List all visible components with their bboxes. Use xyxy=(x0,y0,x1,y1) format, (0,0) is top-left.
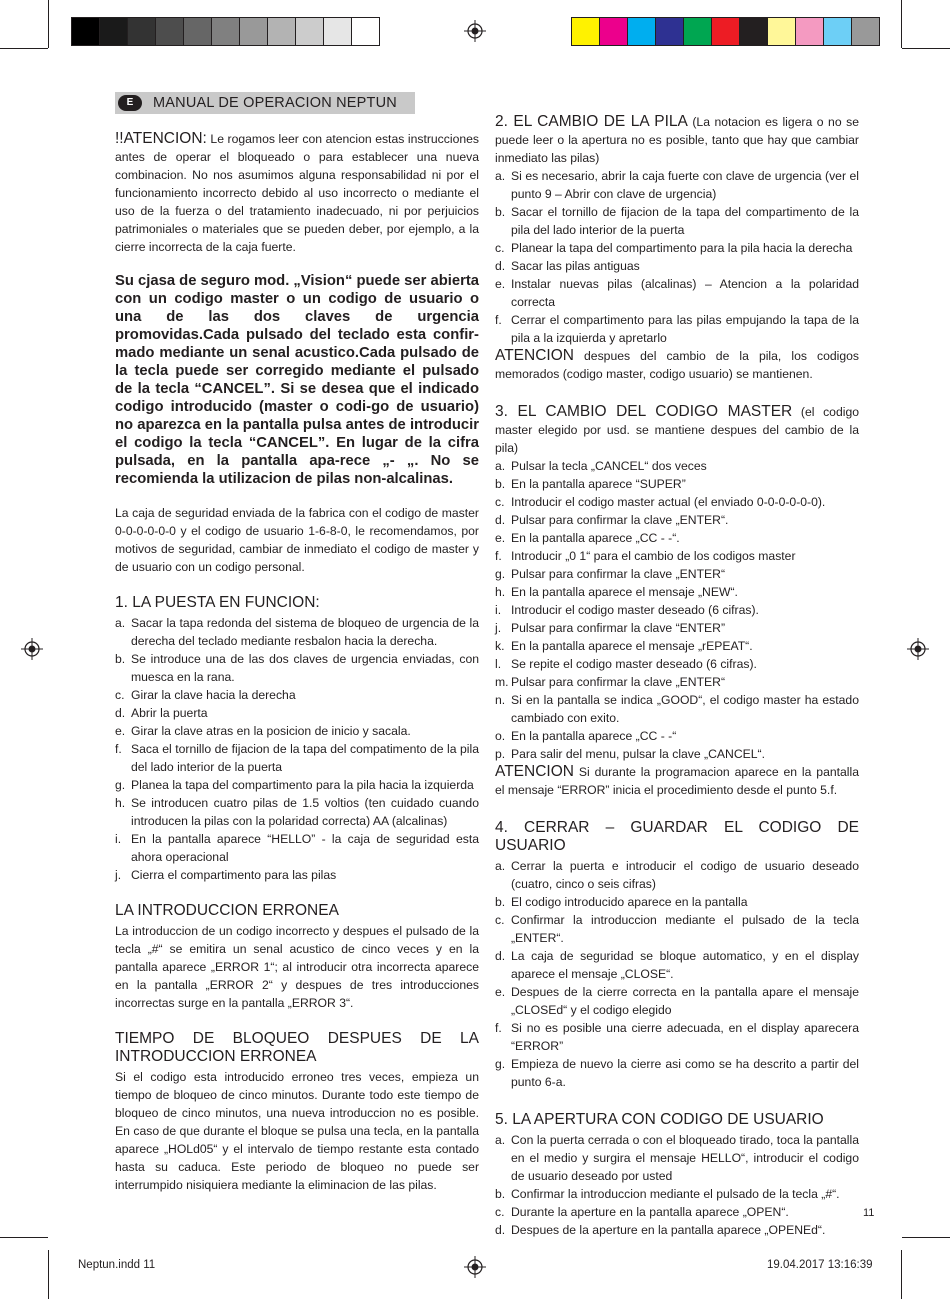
list-item-label: m. xyxy=(495,675,509,689)
color-swatch xyxy=(295,18,323,45)
section-3-title: 3. EL CAMBIO DEL CODIGO MASTER xyxy=(495,403,793,420)
list-item-label: n. xyxy=(495,693,506,707)
list-item-text: Si no es posible una cierre adecuada, en el display aparecera “ERROR” xyxy=(511,1021,859,1053)
factory-code-paragraph: La caja de seguridad enviada de la fabrica con el codigo de master 0-0-0-0-0-0 y el codigo de usuario 1-6-8-0, le recomendamos, por motivos de seguridad, cambiar de inmediato el codigo de master y de usuario con un codigo personal. xyxy=(115,506,479,574)
list-item-label: c. xyxy=(495,495,505,509)
list-item-text: Pulsar para confirmar la clave „ENTER“ xyxy=(511,567,726,581)
manual-title: MANUAL DE OPERACION NEPTUN xyxy=(153,95,397,111)
list-item xyxy=(495,1185,859,1203)
color-swatch xyxy=(823,18,851,45)
list-item xyxy=(495,655,859,673)
registration-mark-icon xyxy=(464,1256,486,1278)
list-item-text: Introducir el codigo master deseado (6 cifras). xyxy=(511,603,759,617)
footer-file-name: Neptun.indd 11 xyxy=(78,1259,156,1271)
color-swatch xyxy=(599,18,627,45)
list-item-label: e. xyxy=(115,724,126,738)
section-3-list xyxy=(495,457,859,763)
list-item-text: Si es necesario, abrir la caja fuerte con clave de urgencia (ver el punto 9 – Abrir con clave de urgencia) xyxy=(511,169,859,201)
section-3-heading xyxy=(495,403,859,457)
list-item-label: g. xyxy=(115,778,126,792)
list-item-label: c. xyxy=(495,241,505,255)
color-swatch xyxy=(211,18,239,45)
list-item-label: d. xyxy=(115,706,126,720)
list-item-text: Para salir del menu, pulsar la clave „CANCEL“. xyxy=(511,747,766,761)
section-3-note: (el codigo master elegido por usd. se mantiene despues del cambio de la pila) xyxy=(495,405,859,455)
bold-info-block: Su cjasa de seguro mod. „Vision“ puede ser abierta con un codigo master o un codigo de usuario o una de las dos claves de urgencia promovidas.Cada pulsado del teclado esta confir-mado mediante un senal acustico.Cada pulsado de la tecla puede ser corregido mediante el pulsado de la tecla “CANCEL”. Si se desea que el indicado codigo introducido (master o codi-go de usuario) no aparezca en la pantalla pulsa antes de introducir el codigo la tecla “CANCEL”. En lugar de la cifra pulsada, en la pantalla apa-rece „- „. No se recomienda la utilizacion de pilas non-alcalinas. xyxy=(115,273,480,487)
list-item xyxy=(495,1019,859,1055)
attention-lead: ATENCION xyxy=(495,347,574,364)
list-item xyxy=(495,1055,859,1091)
block-section-text: Si el codigo esta introducido erroneo tres veces, empieza un tiempo de bloqueo de cinco minutos. Durante todo este tiempo de bloqueo de cinco minutos, una nueva introduccion no es posible. En caso de que durante el bloque se pulsa una tecla, en la pantalla aparece „HOLd05“ y el intervalo de tiempo restante esta contado hasta su caduca. Este periodo de bloqueo no puede ser interrumpido nisiquiera mediante la eliminacion de las pilas. xyxy=(115,1070,479,1192)
footer-timestamp: 19.04.2017 13:16:39 xyxy=(767,1259,873,1271)
intro-paragraph xyxy=(115,130,479,256)
list-item-text: Introducir el codigo master actual (el enviado 0-0-0-0-0-0). xyxy=(511,495,826,509)
list-item-text: Despues de la cierre correcta en la pantalla apare el mensaje „CLOSEd“ y el codigo elegido xyxy=(511,985,859,1017)
list-item-label: f. xyxy=(495,1021,502,1035)
registration-mark-icon xyxy=(21,638,43,660)
intro-text: Le rogamos leer con atencion estas instrucciones antes de operar el bloqueado o para establecer una nueva combinacion. No nos asumimos alguna responsabilidad ni por el funcionamiento incorrecto debido al uso incorrecto o mediante el uso de la fuerza o del tratamiento inadecuado, ni por perjuicios patrimoniales o materiales que se pueden deber, por ejemplo, a la cierre incorrecta de la caja fuerte. xyxy=(115,132,479,254)
list-item-text: Confirmar la introduccion mediante el pulsado de la tecla „ENTER“. xyxy=(511,913,859,945)
list-item-text: Cerrar el compartimento para las pilas empujando la tapa de la pila a la izquierda y apretarlo xyxy=(511,313,859,345)
error-section-text: La introduccion de un codigo incorrecto y despues el pulsado de la tecla „#“ se emitira un senal acustico de cinco veces y en la pantalla aparece „ERROR 1“; al introducir otra incorrecta aparece en la pantalla „ERROR 2“ y despues de tres introducciones incorrectas surge en la pantalla „ERROR 3“. xyxy=(115,924,479,1010)
list-item-text: Girar la clave hacia la derecha xyxy=(131,688,296,702)
list-item-label: i. xyxy=(115,832,122,846)
list-item-label: h. xyxy=(115,796,126,810)
list-item xyxy=(495,893,859,911)
list-item xyxy=(495,493,859,511)
color-swatch xyxy=(851,18,879,45)
list-item-label: l. xyxy=(495,657,502,671)
list-item-label: c. xyxy=(495,1205,505,1219)
section-5-title: 5. LA APERTURA CON CODIGO DE USUARIO xyxy=(495,1111,824,1128)
list-item-label: e. xyxy=(495,985,506,999)
list-item-label: j. xyxy=(495,621,502,635)
list-item-text: En la pantalla aparece el mensaje „NEW“. xyxy=(511,585,738,599)
list-item-text: La caja de seguridad se bloque automatico, y en el display aparece el mensaje „CLOSE“. xyxy=(511,949,859,981)
list-item-text: Se introducen cuatro pilas de 1.5 voltios (ten cuidado cuando introducen la pilas con la polaridad correcta) AA (alcalinas) xyxy=(131,796,479,828)
list-item xyxy=(495,745,859,763)
crop-mark xyxy=(0,48,48,49)
list-item-text: Sacar la tapa redonda del sistema de bloqueo de urgencia de la derecha del teclado mediante resbalon hacia la derecha. xyxy=(131,616,479,648)
language-badge: E xyxy=(118,95,142,111)
list-item xyxy=(495,673,859,691)
list-item xyxy=(495,275,859,311)
list-item-label: a. xyxy=(115,616,126,630)
intro-lead: !!ATENCION: xyxy=(115,130,207,147)
process-color-bar xyxy=(571,17,880,46)
list-item xyxy=(115,830,479,866)
list-item-text: Planea la tapa del compartimento para la pila hacia la izquierda xyxy=(131,778,474,792)
list-item-text: En la pantalla aparece „CC - -“. xyxy=(511,531,680,545)
list-item-label: g. xyxy=(495,1057,506,1071)
crop-mark xyxy=(48,0,49,48)
section-1-title: 1. LA PUESTA EN FUNCION: xyxy=(115,594,320,611)
list-item xyxy=(495,167,859,203)
list-item xyxy=(495,1203,859,1221)
list-item xyxy=(495,601,859,619)
list-item-label: c. xyxy=(495,913,505,927)
list-item xyxy=(115,686,479,704)
list-item-text: Durante la aperture en la pantalla aparece „OPEN“. xyxy=(511,1205,789,1219)
color-swatch xyxy=(683,18,711,45)
error-section-title: LA INTRODUCCION ERRONEA xyxy=(115,902,339,919)
list-item-text: En la pantalla aparece “HELLO” - la caja de seguridad esta ahora operacional xyxy=(131,832,479,864)
list-item xyxy=(495,727,859,745)
right-column xyxy=(495,113,859,1239)
left-column xyxy=(115,92,479,1194)
grayscale-color-bar xyxy=(71,17,380,46)
list-item xyxy=(495,691,859,727)
list-item-label: c. xyxy=(115,688,125,702)
list-item-label: j. xyxy=(115,868,122,882)
list-item-text: Si en la pantalla se indica „GOOD“, el codigo master ha estado cambiado con exito. xyxy=(511,693,859,725)
crop-mark xyxy=(48,1250,49,1299)
attention-text: Si durante la programacion aparece en la pantalla el mensaje “ERROR” inicia el procedimiento desde el punto 5.f. xyxy=(495,765,859,797)
list-item-label: d. xyxy=(495,259,506,273)
list-item-label: b. xyxy=(495,205,506,219)
list-item-label: f. xyxy=(115,742,122,756)
list-item xyxy=(115,776,479,794)
list-item-label: a. xyxy=(495,1133,506,1147)
list-item xyxy=(495,239,859,257)
section-2-attention xyxy=(495,347,859,383)
list-item-label: b. xyxy=(115,652,126,666)
list-item-text: Confirmar la introduccion mediante el pulsado de la tecla „#“. xyxy=(511,1187,840,1201)
list-item-text: Sacar el tornillo de fijacion de la tapa del compartimento de la pila del lado interior de la puerta xyxy=(511,205,859,237)
list-item xyxy=(495,1221,859,1239)
list-item xyxy=(495,583,859,601)
list-item-label: a. xyxy=(495,169,506,183)
list-item-text: Cierra el compartimento para las pilas xyxy=(131,868,337,882)
attention-lead: ATENCION xyxy=(495,763,574,780)
list-item-text: Se introduce una de las dos claves de urgencia enviadas, con muesca en la rana. xyxy=(131,652,479,684)
list-item-text: Pulsar para confirmar la clave „ENTER“. xyxy=(511,513,729,527)
list-item-label: h. xyxy=(495,585,506,599)
list-item-label: p. xyxy=(495,747,506,761)
color-swatch xyxy=(351,18,379,45)
color-swatch xyxy=(267,18,295,45)
list-item-label: e. xyxy=(495,531,506,545)
section-2-heading xyxy=(495,113,859,167)
color-swatch xyxy=(72,18,99,45)
list-item xyxy=(495,947,859,983)
list-item-text: Con la puerta cerrada o con el bloqueado tirado, toca la pantalla en el medio y surgira el mensaje HELLO“, introducir el codigo de usuario deseado por usted xyxy=(511,1133,859,1183)
list-item-label: d. xyxy=(495,513,506,527)
list-item-text: Pulsar para confirmar la clave “ENTER” xyxy=(511,621,726,635)
crop-mark xyxy=(902,1237,950,1238)
color-swatch xyxy=(767,18,795,45)
list-item-label: a. xyxy=(495,859,506,873)
list-item-text: Introducir „0 1“ para el cambio de los codigos master xyxy=(511,549,796,563)
color-swatch xyxy=(655,18,683,45)
list-item xyxy=(495,565,859,583)
list-item-text: Sacar las pilas antiguas xyxy=(511,259,640,273)
list-item-label: b. xyxy=(495,477,506,491)
page-number: 11 xyxy=(863,1207,875,1219)
crop-mark xyxy=(901,0,902,48)
registration-mark-icon xyxy=(464,20,486,42)
crop-mark xyxy=(902,48,950,49)
attention-text: despues del cambio de la pila, los codigos memorados (codigo master, codigo usuario) se mantienen. xyxy=(495,349,859,381)
color-swatch xyxy=(627,18,655,45)
color-swatch xyxy=(239,18,267,45)
color-swatch xyxy=(572,18,599,45)
crop-mark xyxy=(0,1237,48,1238)
color-swatch xyxy=(99,18,127,45)
list-item-label: b. xyxy=(495,895,506,909)
list-item xyxy=(495,203,859,239)
list-item xyxy=(115,614,479,650)
list-item xyxy=(115,722,479,740)
list-item-text: Se repite el codigo master deseado (6 cifras). xyxy=(511,657,757,671)
color-swatch xyxy=(155,18,183,45)
list-item-label: i. xyxy=(495,603,502,617)
list-item-label: b. xyxy=(495,1187,506,1201)
list-item-label: a. xyxy=(495,459,506,473)
list-item-label: d. xyxy=(495,1223,506,1237)
list-item-text: Cerrar la puerta e introducir el codigo de usuario deseado (cuatro, cinco o seis cifras) xyxy=(511,859,859,891)
section-3-attention xyxy=(495,763,859,799)
list-item xyxy=(495,983,859,1019)
list-item-label: e. xyxy=(495,277,506,291)
list-item-text: Instalar nuevas pilas (alcalinas) – Atencion a la polaridad correcta xyxy=(511,277,859,309)
list-item-text: En la pantalla aparece “SUPER” xyxy=(511,477,686,491)
list-item xyxy=(495,457,859,475)
list-item xyxy=(495,311,859,347)
list-item xyxy=(115,740,479,776)
list-item-label: f. xyxy=(495,549,502,563)
list-item-label: g. xyxy=(495,567,506,581)
list-item-text: En la pantalla aparece el mensaje „rEPEAT“. xyxy=(511,639,753,653)
list-item-text: Pulsar la tecla „CANCEL“ dos veces xyxy=(511,459,707,473)
list-item xyxy=(115,704,479,722)
list-item-text: Girar la clave atras en la posicion de inicio y sacala. xyxy=(131,724,411,738)
list-item xyxy=(495,547,859,565)
list-item-text: En la pantalla aparece „CC - -“ xyxy=(511,729,677,743)
section-1-list xyxy=(115,614,479,884)
section-5-list xyxy=(495,1131,859,1239)
list-item xyxy=(115,794,479,830)
list-item-label: f. xyxy=(495,313,502,327)
list-item-text: Despues de la aperture en la pantalla aparece „OPENEd“. xyxy=(511,1223,826,1237)
section-2-title: 2. EL CAMBIO DE LA PILA xyxy=(495,113,688,130)
list-item-text: El codigo introducido aparece en la pantalla xyxy=(511,895,748,909)
list-item-text: Abrir la puerta xyxy=(131,706,208,720)
section-2-note: (La notacion es ligera o no se puede leer o la apertura no es posible, tanto que hay que cambiar inmediato las pilas) xyxy=(495,115,859,165)
section-2-list xyxy=(495,167,859,347)
list-item xyxy=(495,637,859,655)
list-item-label: k. xyxy=(495,639,505,653)
list-item xyxy=(495,475,859,493)
color-swatch xyxy=(323,18,351,45)
color-swatch xyxy=(795,18,823,45)
list-item-label: o. xyxy=(495,729,506,743)
list-item xyxy=(495,911,859,947)
list-item xyxy=(495,1131,859,1185)
list-item-text: Planear la tapa del compartimento para la pila hacia la derecha xyxy=(511,241,853,255)
list-item xyxy=(495,257,859,275)
list-item xyxy=(115,866,479,884)
color-swatch xyxy=(711,18,739,45)
color-swatch xyxy=(127,18,155,45)
list-item-text: Empieza de nuevo la cierre asi como se ha descrito a partir del punto 6-a. xyxy=(511,1057,859,1089)
list-item-label: d. xyxy=(495,949,506,963)
registration-mark-icon xyxy=(907,638,929,660)
list-item xyxy=(495,619,859,637)
block-section-title: TIEMPO DE BLOQUEO DESPUES DE LA INTRODUCCION ERRONEA xyxy=(115,1030,479,1065)
color-swatch xyxy=(183,18,211,45)
list-item-text: Saca el tornillo de fijacion de la tapa del compatimento de la pila del lado interior de la puerta xyxy=(131,742,479,774)
list-item xyxy=(495,529,859,547)
list-item xyxy=(495,857,859,893)
manual-header xyxy=(115,92,415,114)
list-item xyxy=(495,511,859,529)
crop-mark xyxy=(901,1250,902,1299)
color-swatch xyxy=(739,18,767,45)
section-4-list xyxy=(495,857,859,1091)
list-item xyxy=(115,650,479,686)
list-item-text: Pulsar para confirmar la clave „ENTER“ xyxy=(511,675,726,689)
section-4-title: 4. CERRAR – GUARDAR EL CODIGO DE USUARIO xyxy=(495,819,859,854)
